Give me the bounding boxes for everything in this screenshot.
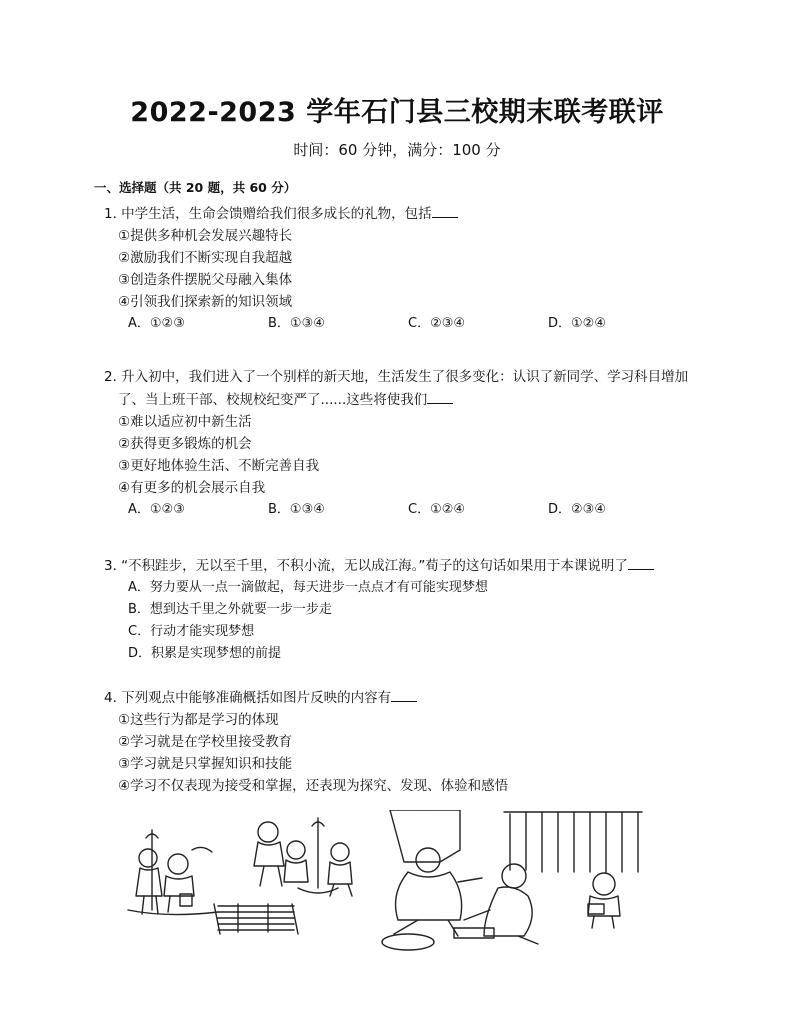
option-c: C．行动才能实现梦想 xyxy=(128,624,255,639)
answer-blank xyxy=(391,686,417,702)
option-d: D．②③④ xyxy=(548,502,606,517)
document-title: 2022-2023 学年石门县三校期末联考联评 xyxy=(130,97,664,128)
option-c: C．①②④ xyxy=(408,502,466,517)
option-d: D．积累是实现梦想的前提 xyxy=(128,646,282,661)
option-a: A．①②③ xyxy=(128,316,185,331)
question-4 xyxy=(104,686,724,797)
statement-item: ①难以适应初中新生活 xyxy=(118,414,252,430)
question-stem: 3. “不积跬步，无以至千里，不积小流，无以成江海。”荀子的这句话如果用于本课说明了 xyxy=(104,554,724,577)
option-c: C．②③④ xyxy=(408,316,466,331)
option-b: B．想到达千里之外就要一步一步走 xyxy=(128,602,332,617)
option-b: B．①③④ xyxy=(268,502,325,517)
statement-item: ②激励我们不断实现自我超越 xyxy=(118,250,293,266)
group-activity-drawing xyxy=(254,818,352,896)
statement-item: ①提供多种机会发展兴趣特长 xyxy=(118,228,293,244)
planting-scene-drawing xyxy=(128,830,218,915)
answer-blank xyxy=(432,202,458,218)
learning-scenes-illustration xyxy=(118,810,658,956)
option-a: A．努力要从一点一滴做起，每天进步一点点才有可能实现梦想 xyxy=(128,580,488,595)
statement-item: ③更好地体验生活、不断完善自我 xyxy=(118,458,320,474)
option-d: D．①②④ xyxy=(548,316,606,331)
section-heading: 一、选择题（共 20 题，共 60 分） xyxy=(94,180,297,195)
statement-item: ②获得更多锻炼的机会 xyxy=(118,436,252,452)
option-b: B．①③④ xyxy=(268,316,325,331)
statement-item: ①这些行为都是学习的体现 xyxy=(118,712,279,728)
question-1 xyxy=(104,202,724,335)
question-stem: 1. 中学生活，生命会馈赠给我们很多成长的礼物，包括 xyxy=(104,202,724,225)
question-3 xyxy=(104,554,724,665)
statement-item: ③学习就是只掌握知识和技能 xyxy=(118,756,293,772)
bundled-sticks-drawing xyxy=(214,904,298,934)
answer-blank xyxy=(427,388,453,404)
options-row xyxy=(104,313,724,335)
statement-item: ④学习不仅表现为接受和掌握，还表现为探究、发现、体验和感悟 xyxy=(118,778,509,794)
elder-teaching-drawing xyxy=(382,810,538,950)
question-stem: 4. 下列观点中能够准确概括如图片反映的内容有 xyxy=(104,686,724,709)
statement-item: ④有更多的机会展示自我 xyxy=(118,480,266,496)
question-stem: 2. 升入初中，我们进入了一个别样的新天地，生活发生了很多变化：认识了新同学、学习科目增加 xyxy=(104,369,689,385)
statement-item: ③创造条件摆脱父母融入集体 xyxy=(118,272,293,288)
statement-item: ②学习就是在学校里接受教育 xyxy=(118,734,293,750)
options-row xyxy=(104,499,724,521)
option-a: A．①②③ xyxy=(128,502,185,517)
statement-item: ④引领我们探索新的知识领域 xyxy=(118,294,293,310)
answer-blank xyxy=(628,554,654,570)
exam-info: 时间：60 分钟，满分：100 分 xyxy=(293,141,501,159)
question-stem-continued: 了、当上班干部、校规校纪变严了......这些将使我们 xyxy=(104,388,724,411)
question-2 xyxy=(104,366,724,521)
